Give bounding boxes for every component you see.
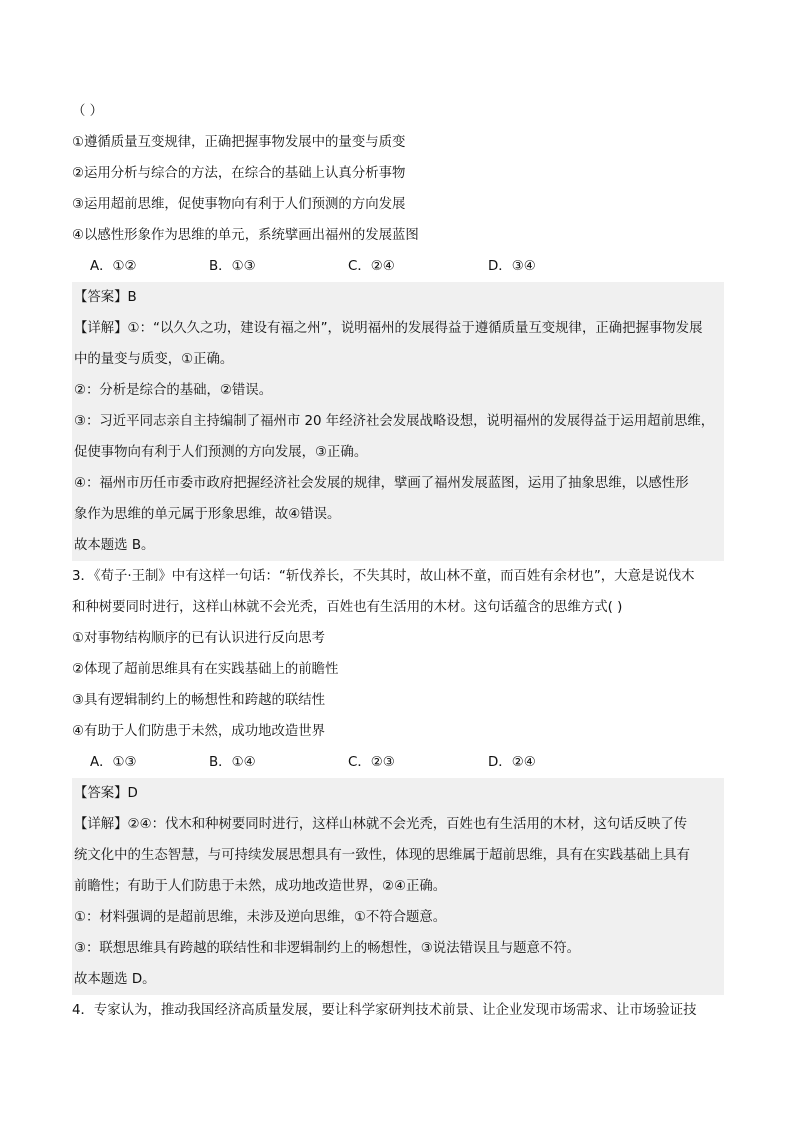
q3-option-1: ①对事物结构顺序的已有认识进行反向思考	[72, 631, 326, 646]
q2-detail-6: ④：福州市历任市委市政府把握经济社会发展的规律，擘画了福州发展蓝图，运用了抽象思维，以感性形	[74, 476, 689, 491]
q3-detail-2: 统文化中的生态智慧，与可持续发展思想具有一致性，体现的思维属于超前思维，具有在实践基础上具有	[74, 848, 690, 863]
document-page	[72, 96, 724, 1026]
q2-option-1: ①遵循质量互变规律，正确把握事物发展中的量变与质变	[72, 135, 406, 150]
q3-detail-5: ③：联想思维具有跨越的联结性和非逻辑制约上的畅想性，③说法错误且与题意不符。	[74, 941, 581, 956]
q3-conclusion: 故本题选 D。	[74, 972, 156, 987]
q2-answer-block	[72, 282, 724, 561]
q3-choices	[72, 747, 724, 778]
q2-choice-c: C．②④	[348, 259, 395, 274]
q3-detail-3: 前瞻性；有助于人们防患于未然，成功地改造世界，②④正确。	[74, 879, 447, 894]
q2-choice-b: B．①③	[209, 259, 256, 274]
q2-detail-4: ③：习近平同志亲自主持编制了福州市 20 年经济社会发展战略设想，说明福州的发展得益于运用超前思维，	[74, 414, 715, 429]
q2-detail-5: 促使事物向有利于人们预测的方向发展，③正确。	[74, 445, 368, 460]
q2-detail-2: 中的量变与质变，①正确。	[74, 352, 234, 367]
q3-choice-c: C．②③	[348, 755, 395, 770]
q3-choice-a: A．①③	[90, 755, 137, 770]
q2-detail-7: 象作为思维的单元属于形象思维，故④错误。	[74, 507, 341, 522]
q2-answer: 【答案】B	[74, 290, 137, 305]
q3-option-3: ③具有逻辑制约上的畅想性和跨越的联结性	[72, 693, 326, 708]
q3-answer: 【答案】D	[74, 786, 138, 801]
q2-conclusion: 故本题选 B。	[74, 538, 155, 553]
q3-choice-b: B．①④	[209, 755, 256, 770]
q2-detail-3: ②：分析是综合的基础，②错误。	[74, 383, 273, 398]
q2-stem-end: （ ）	[72, 104, 104, 119]
q2-choice-a: A．①②	[90, 259, 137, 274]
q3-choice-d: D．②④	[488, 755, 536, 770]
q2-option-4: ④以感性形象作为思维的单元，系统擘画出福州的发展蓝图	[72, 228, 419, 243]
q3-option-2: ②体现了超前思维具有在实践基础上的前瞻性	[72, 662, 339, 677]
q2-option-2: ②运用分析与综合的方法，在综合的基础上认真分析事物	[72, 166, 406, 181]
q2-option-3: ③运用超前思维，促使事物向有利于人们预测的方向发展	[72, 197, 406, 212]
q4-stem: 4．专家认为，推动我国经济高质量发展，要让科学家研判技术前景、让企业发现市场需求、让市场验证技	[72, 1003, 697, 1018]
q2-detail-1: 【详解】①：“以久久之功，建设有福之州”，说明福州的发展得益于遵循质量互变规律，正确把握事物发展	[74, 321, 703, 336]
q3-detail-4: ①：材料强调的是超前思维，未涉及逆向思维，①不符合题意。	[74, 910, 447, 925]
q3-stem-1: 3．《荀子·王制》中有这样一句话：“斩伐养长，不失其时，故山林不童，而百姓有余材也”，大意是说伐木	[72, 569, 695, 584]
q3-detail-1: 【详解】②④：伐木和种树要同时进行，这样山林就不会光秃，百姓也有生活用的木材，这句话反映了传	[74, 817, 688, 832]
q3-answer-block	[72, 778, 724, 995]
q3-stem-2: 和种树要同时进行，这样山林就不会光秃，百姓也有生活用的木材。这句话蕴含的思维方式( )	[72, 600, 623, 615]
q3-option-4: ④有助于人们防患于未然，成功地改造世界	[72, 724, 326, 739]
q2-choice-d: D．③④	[488, 259, 536, 274]
q2-choices	[72, 251, 724, 282]
